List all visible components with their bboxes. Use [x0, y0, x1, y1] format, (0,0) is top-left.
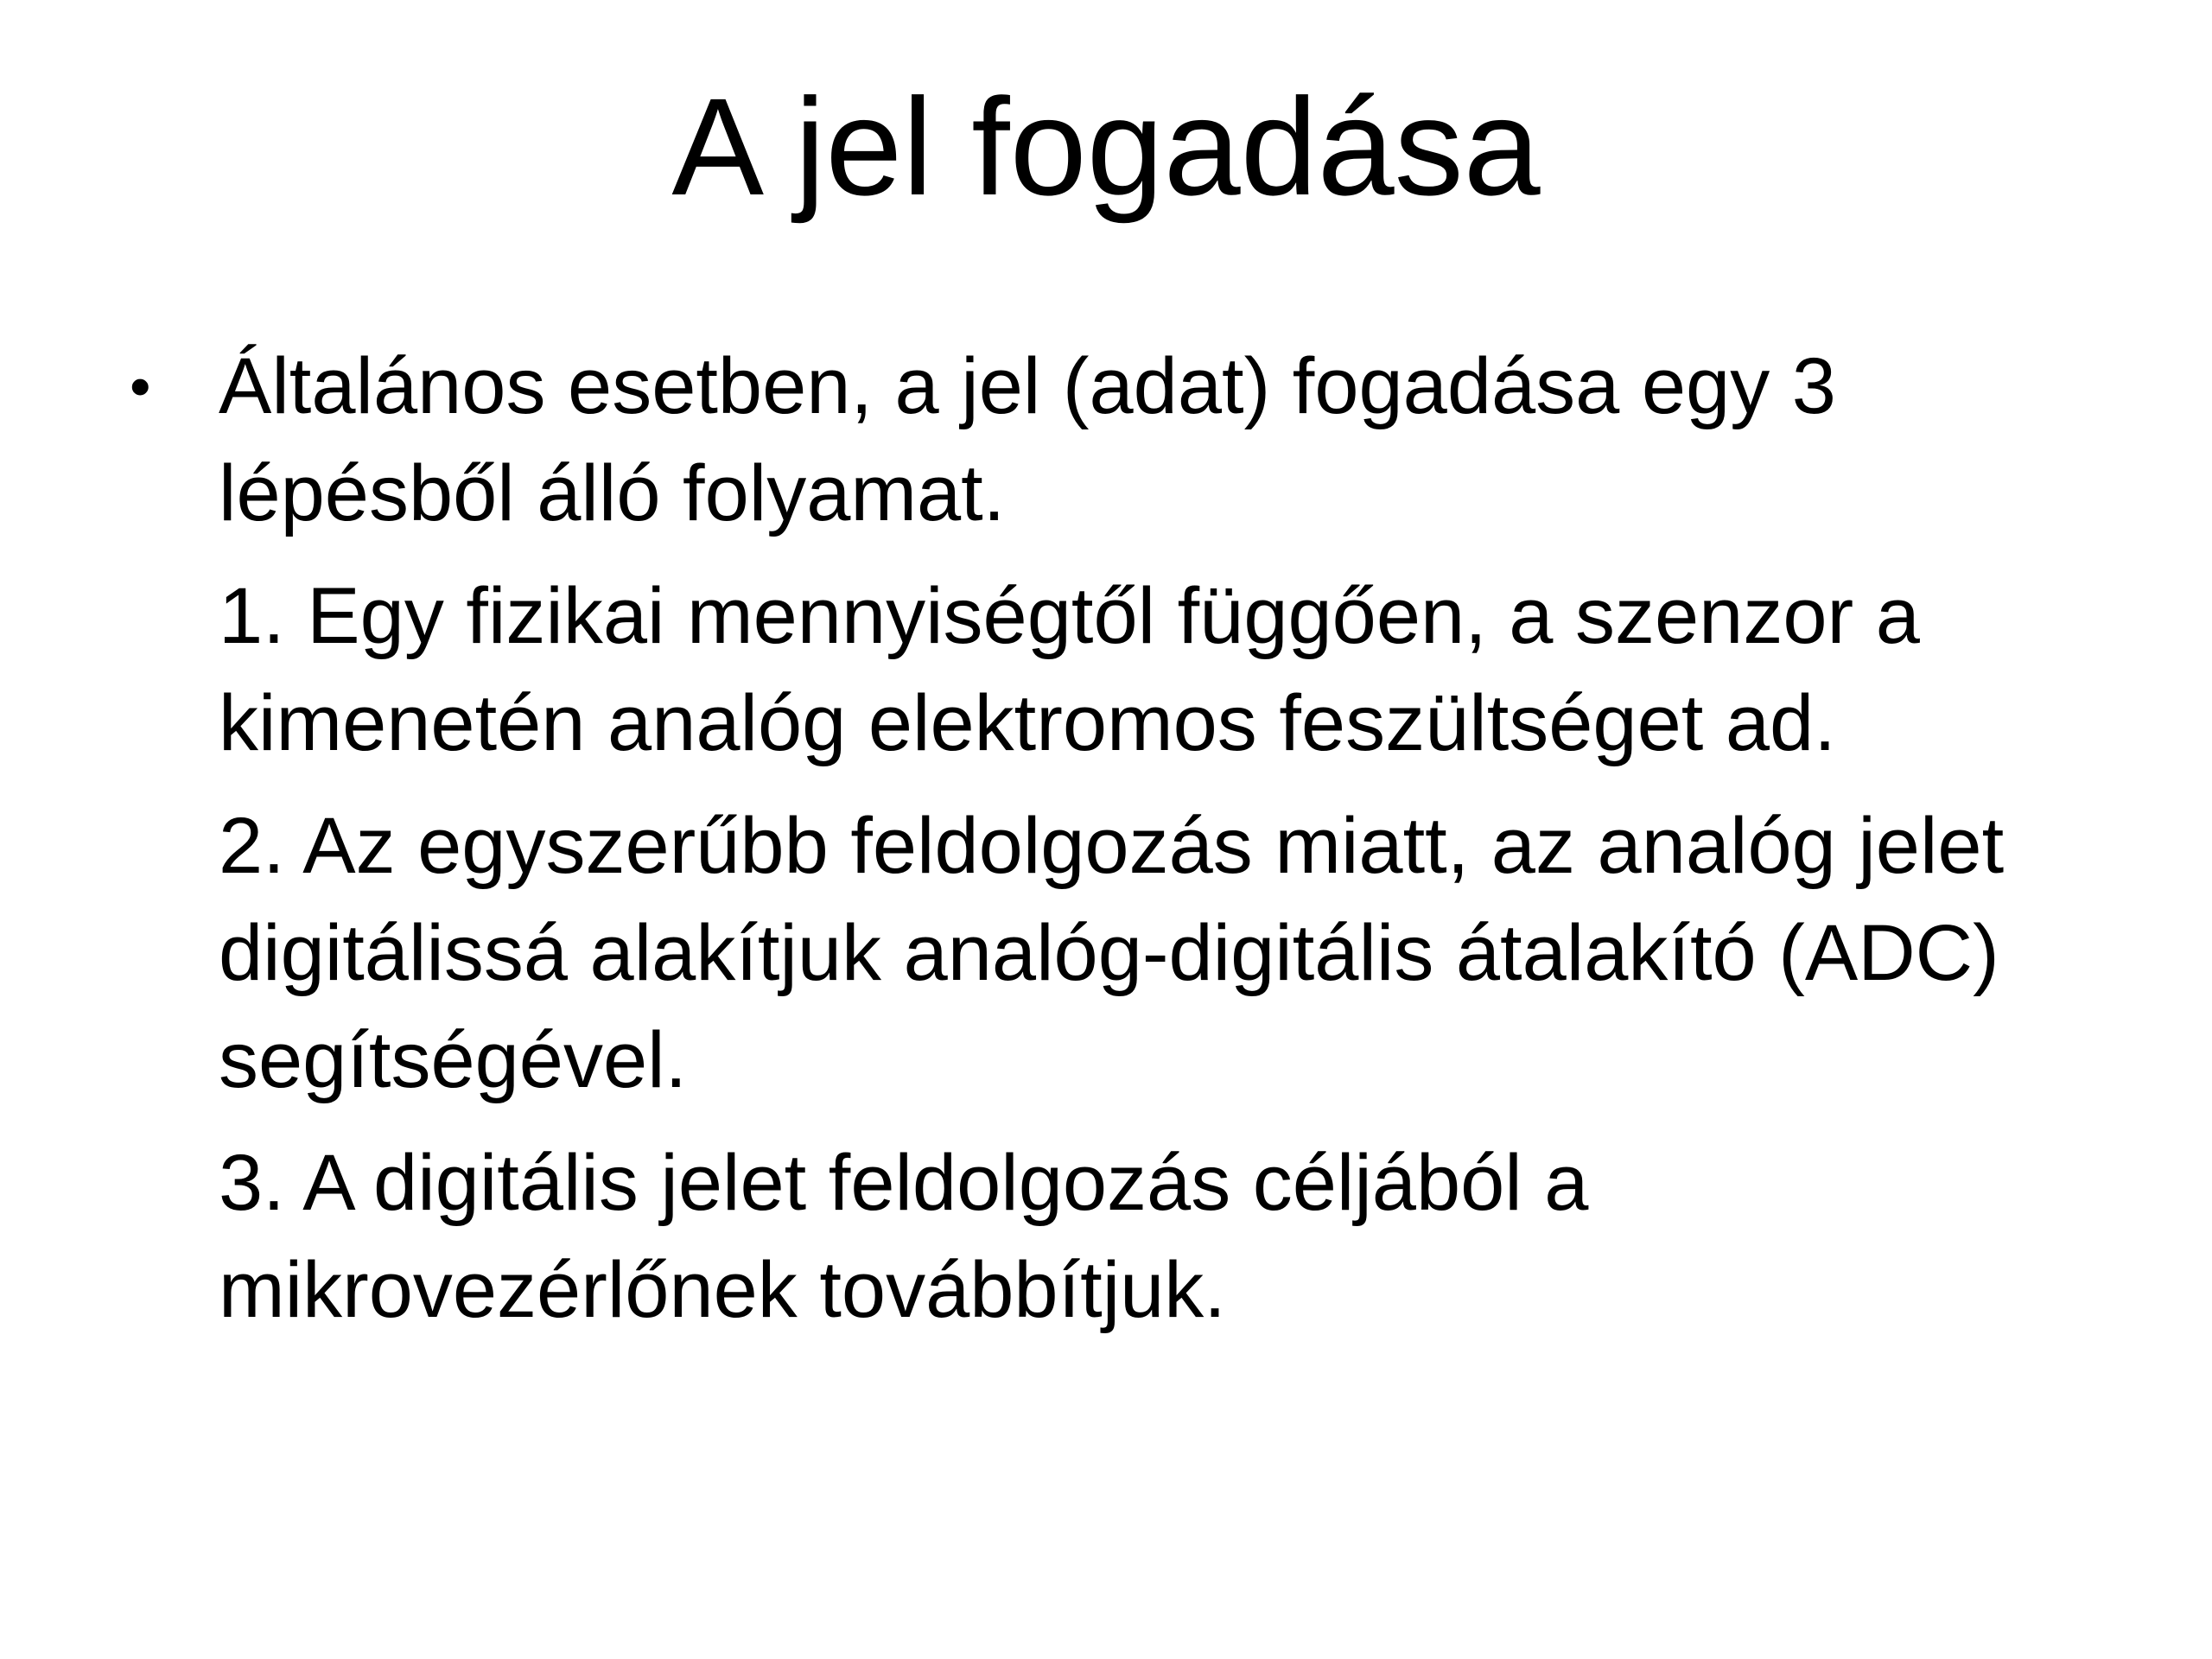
step-3: 3. A digitális jelet feldolgozás céljából a mikrovezérlőnek továbbítjuk.: [219, 1139, 1589, 1334]
step-2: 2. Az egyszerűbb feldolgozás miatt, az analóg jelet digitálissá alakítjuk analóg-digitális átalakító (ADC) segítségével.: [219, 802, 2005, 1104]
step-1: 1. Egy fizikai mennyiségtől függően, a szenzor a kimenetén analóg elektromos feszültséget ad.: [219, 572, 1920, 767]
bullet-item: [130, 333, 2117, 547]
slide-title: A jel fogadása: [671, 69, 1541, 224]
bullet-marker: •: [130, 353, 151, 420]
slide-content: [130, 333, 2117, 1359]
bullet-text: Általános esetben, a jel (adat) fogadása egy 3 lépésből álló folyamat.: [219, 342, 1836, 537]
